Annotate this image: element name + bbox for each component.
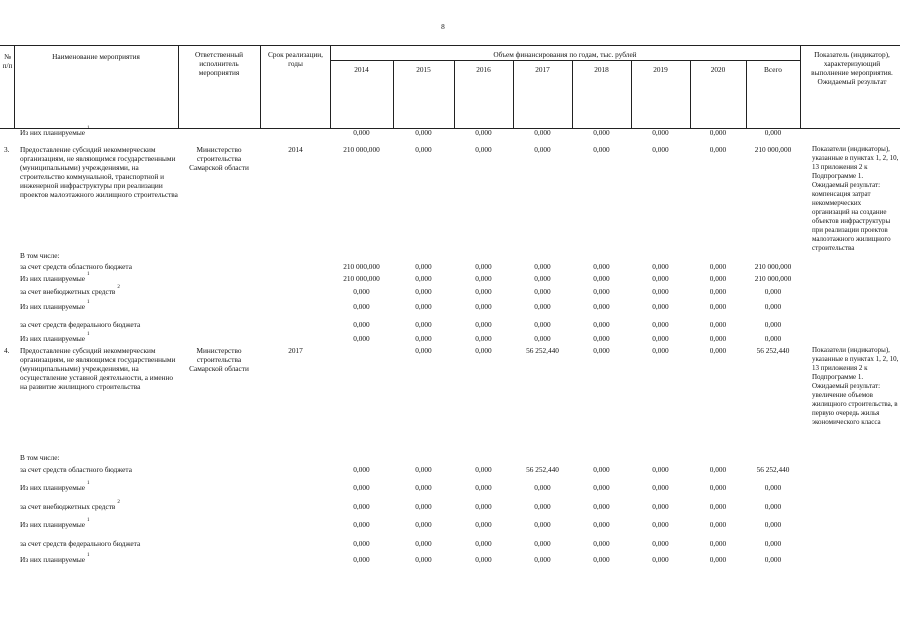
row-value: 0,000 bbox=[475, 274, 492, 283]
page-number: 8 bbox=[441, 22, 445, 31]
row-value: 0,000 bbox=[415, 302, 432, 311]
header-indicator: Показатель (индикатор), характеризующий выполнение мероприятия. Ожидаемый результат bbox=[811, 50, 893, 86]
row-value: 0,000 bbox=[534, 334, 551, 343]
row-value: 0,000 bbox=[534, 274, 551, 283]
row-value: 0,000 bbox=[534, 302, 551, 311]
row-value: 56 252,440 bbox=[526, 465, 559, 474]
row-value: 0,000 bbox=[534, 128, 551, 137]
row-value: 0,000 bbox=[764, 128, 782, 137]
row-value: 0,000 bbox=[475, 302, 492, 311]
row-value: 210 000,000 bbox=[754, 274, 792, 283]
row-number: 3. bbox=[4, 145, 10, 154]
footnote-marker: 1 bbox=[86, 126, 90, 131]
table-top-border bbox=[0, 45, 900, 46]
row-value: 0,000 bbox=[475, 128, 492, 137]
row-value: 0,000 bbox=[353, 128, 370, 137]
row-value: 0,000 bbox=[353, 287, 370, 296]
row-indicator: Показатели (индикаторы), указанные в пунктах 1, 2, 10, 13 приложения 2 к Подпрограмме 1. Ожидаемый результат: увеличение объемов жилищного строительства, в первую очередь жилья экономического класса bbox=[812, 346, 899, 426]
row-value: 0,000 bbox=[353, 302, 370, 311]
header-term: Срок реализации, годы bbox=[267, 50, 324, 68]
row-value: 0,000 bbox=[353, 334, 370, 343]
row-value: 0,000 bbox=[764, 483, 782, 492]
row-value: 0,000 bbox=[353, 539, 370, 548]
row-value: 0,000 bbox=[764, 520, 782, 529]
row-value: 210 000,000 bbox=[754, 262, 792, 271]
row-value: 0,000 bbox=[593, 483, 610, 492]
row-value: 0,000 bbox=[534, 483, 551, 492]
row-value: 0,000 bbox=[534, 539, 551, 548]
row-value: 0,000 bbox=[475, 145, 492, 154]
row-value: 0,000 bbox=[534, 145, 551, 154]
row-value: 0,000 bbox=[593, 555, 610, 564]
row-value: 0,000 bbox=[652, 145, 669, 154]
row-term-year: 2017 bbox=[288, 346, 303, 355]
row-value: 210 000,000 bbox=[343, 274, 380, 283]
row-value: 0,000 bbox=[415, 483, 432, 492]
row-value: 0,000 bbox=[475, 502, 492, 511]
row-value: 0,000 bbox=[475, 262, 492, 271]
row-value: 0,000 bbox=[709, 145, 727, 154]
row-value: 0,000 bbox=[764, 302, 782, 311]
row-value: 0,000 bbox=[709, 320, 727, 329]
row-number: 4. bbox=[4, 346, 10, 355]
header-year: Всего bbox=[764, 65, 782, 74]
row-value: 0,000 bbox=[709, 274, 727, 283]
row-value: 0,000 bbox=[709, 302, 727, 311]
row-value: 0,000 bbox=[709, 128, 727, 137]
row-term-year: 2014 bbox=[288, 145, 303, 154]
header-num: № п/п bbox=[2, 52, 13, 70]
row-value: 0,000 bbox=[709, 483, 727, 492]
row-label: за счет средств областного бюджета bbox=[20, 262, 132, 271]
row-label: Из них планируемые bbox=[20, 274, 85, 283]
row-label: Из них планируемые bbox=[20, 520, 85, 529]
row-value: 0,000 bbox=[475, 320, 492, 329]
row-label: за счет средств федерального бюджета bbox=[20, 539, 141, 548]
footnote-marker: 1 bbox=[86, 518, 90, 523]
header-funding-title: Объем финансирования по годам, тыс. рублей bbox=[493, 50, 637, 59]
row-value: 0,000 bbox=[709, 520, 727, 529]
footnote-marker-wrap bbox=[87, 126, 90, 135]
header-year: 2018 bbox=[594, 65, 609, 74]
footnote-marker-wrap bbox=[87, 518, 90, 527]
row-value: 0,000 bbox=[764, 502, 782, 511]
row-value: 0,000 bbox=[415, 262, 432, 271]
row-value: 0,000 bbox=[593, 274, 610, 283]
row-value: 0,000 bbox=[652, 465, 669, 474]
row-value: 0,000 bbox=[353, 320, 370, 329]
row-value: 0,000 bbox=[709, 502, 727, 511]
row-value: 210 000,000 bbox=[343, 262, 380, 271]
header-year: 2015 bbox=[416, 65, 431, 74]
row-value: 0,000 bbox=[534, 262, 551, 271]
row-value: 0,000 bbox=[353, 502, 370, 511]
footnote-marker-wrap bbox=[87, 553, 90, 562]
footnote-marker: 2 bbox=[117, 285, 120, 290]
row-value: 0,000 bbox=[652, 302, 669, 311]
row-value: 0,000 bbox=[415, 520, 432, 529]
row-value: 0,000 bbox=[353, 465, 370, 474]
row-value: 0,000 bbox=[353, 520, 370, 529]
footnote-marker-wrap bbox=[87, 481, 90, 490]
footnote-marker: 1 bbox=[86, 481, 90, 486]
row-value: 0,000 bbox=[593, 346, 610, 355]
row-value: 0,000 bbox=[764, 539, 782, 548]
row-value: 0,000 bbox=[593, 502, 610, 511]
row-label: Предоставление субсидий некоммерческим организациям, не являющимся государственными (муниципальными) учреждениями, на осуществление уставной деятельности, а именно на развитие жилищного строительства bbox=[20, 346, 176, 391]
row-value: 0,000 bbox=[652, 128, 669, 137]
header-year: 2016 bbox=[476, 65, 491, 74]
row-value: 56 252,440 bbox=[756, 346, 790, 355]
row-label: Из них планируемые bbox=[20, 128, 85, 137]
funding-header-divider bbox=[330, 60, 800, 61]
row-value: 0,000 bbox=[652, 262, 669, 271]
footnote-marker-wrap bbox=[87, 272, 90, 281]
row-value: 0,000 bbox=[652, 483, 669, 492]
row-value: 0,000 bbox=[652, 502, 669, 511]
row-label: Из них планируемые bbox=[20, 555, 85, 564]
row-value: 0,000 bbox=[475, 539, 492, 548]
row-value: 0,000 bbox=[415, 555, 432, 564]
row-executor: Министерство строительства Самарской области bbox=[189, 346, 249, 373]
row-value: 0,000 bbox=[652, 287, 669, 296]
row-label: за счет средств областного бюджета bbox=[20, 465, 132, 474]
row-value: 0,000 bbox=[709, 262, 727, 271]
row-value: 0,000 bbox=[709, 346, 727, 355]
footnote-marker-wrap bbox=[87, 300, 90, 309]
row-label: за счет внебюджетных средств bbox=[20, 287, 116, 296]
footnote-marker: 2 bbox=[117, 500, 120, 505]
row-value: 0,000 bbox=[415, 128, 432, 137]
row-value: 0,000 bbox=[593, 334, 610, 343]
row-value: 0,000 bbox=[593, 320, 610, 329]
row-value: 0,000 bbox=[652, 346, 669, 355]
row-value: 0,000 bbox=[593, 262, 610, 271]
row-value: 0,000 bbox=[534, 502, 551, 511]
row-label: за счет средств федерального бюджета bbox=[20, 320, 141, 329]
row-value: 0,000 bbox=[534, 287, 551, 296]
row-value: 0,000 bbox=[652, 555, 669, 564]
row-value: 0,000 bbox=[475, 334, 492, 343]
row-label: Предоставление субсидий некоммерческим организациям, не являющимся государственными (муниципальными) учреждениями, на строительство коммунальной, транспортной и инженерной инфраструктуры при реализации проектов малоэтажного жилищного строительства bbox=[20, 145, 178, 199]
row-label: Из них планируемые bbox=[20, 302, 85, 311]
row-label: В том числе: bbox=[20, 453, 60, 462]
row-value: 210 000,000 bbox=[343, 145, 380, 154]
row-value: 0,000 bbox=[709, 539, 727, 548]
row-executor: Министерство строительства Самарской области bbox=[189, 145, 249, 172]
footnote-marker: 1 bbox=[86, 553, 90, 558]
row-value: 0,000 bbox=[415, 320, 432, 329]
row-value: 0,000 bbox=[652, 539, 669, 548]
row-value: 56 252,440 bbox=[526, 346, 559, 355]
footnote-marker-wrap bbox=[117, 500, 120, 509]
footnote-marker: 1 bbox=[86, 272, 90, 277]
header-year: 2014 bbox=[354, 65, 369, 74]
row-value: 0,000 bbox=[652, 334, 669, 343]
row-value: 0,000 bbox=[593, 520, 610, 529]
row-value: 0,000 bbox=[764, 334, 782, 343]
row-value: 0,000 bbox=[652, 274, 669, 283]
row-value: 0,000 bbox=[593, 287, 610, 296]
row-value: 0,000 bbox=[415, 346, 432, 355]
row-value: 0,000 bbox=[475, 555, 492, 564]
row-value: 0,000 bbox=[709, 465, 727, 474]
row-value: 0,000 bbox=[652, 520, 669, 529]
row-value: 0,000 bbox=[593, 302, 610, 311]
row-label: В том числе: bbox=[20, 251, 60, 260]
header-executor: Ответственный исполнитель мероприятия bbox=[194, 50, 244, 77]
row-value: 56 252,440 bbox=[756, 465, 790, 474]
row-value: 0,000 bbox=[475, 346, 492, 355]
footnote-marker-wrap bbox=[87, 332, 90, 341]
row-value: 0,000 bbox=[534, 520, 551, 529]
header-name: Наименование мероприятия bbox=[52, 52, 140, 61]
row-value: 0,000 bbox=[764, 320, 782, 329]
row-value: 0,000 bbox=[534, 320, 551, 329]
row-value: 0,000 bbox=[353, 483, 370, 492]
row-value: 0,000 bbox=[534, 555, 551, 564]
header-year: 2020 bbox=[710, 65, 726, 74]
row-value: 0,000 bbox=[764, 287, 782, 296]
footnote-marker: 1 bbox=[86, 332, 90, 337]
row-value: 0,000 bbox=[652, 320, 669, 329]
row-value: 0,000 bbox=[353, 555, 370, 564]
row-value: 0,000 bbox=[709, 334, 727, 343]
row-value: 0,000 bbox=[415, 465, 432, 474]
header-year: 2019 bbox=[653, 65, 668, 74]
row-value: 0,000 bbox=[415, 502, 432, 511]
footnote-marker-wrap bbox=[117, 285, 120, 294]
row-value: 0,000 bbox=[593, 465, 610, 474]
row-value: 0,000 bbox=[475, 520, 492, 529]
row-label: за счет внебюджетных средств bbox=[20, 502, 116, 511]
row-label: Из них планируемые bbox=[20, 483, 85, 492]
row-value: 0,000 bbox=[593, 128, 610, 137]
row-indicator: Показатели (индикаторы), указанные в пунктах 1, 2, 10, 13 приложения 2 к Подпрограмме 1. Ожидаемый результат: компенсация затрат некоммерческих организаций на создание объектов инфраструктуры при реализации проектов малоэтажного жилищного строительства bbox=[812, 145, 899, 252]
row-value: 0,000 bbox=[415, 539, 432, 548]
row-value: 0,000 bbox=[475, 287, 492, 296]
row-value: 0,000 bbox=[475, 483, 492, 492]
footnote-marker: 1 bbox=[86, 300, 90, 305]
row-label: Из них планируемые bbox=[20, 334, 85, 343]
header-year: 2017 bbox=[535, 65, 550, 74]
row-value: 0,000 bbox=[415, 145, 432, 154]
row-value: 0,000 bbox=[709, 287, 727, 296]
row-value: 0,000 bbox=[593, 539, 610, 548]
row-value: 0,000 bbox=[415, 334, 432, 343]
row-value: 0,000 bbox=[415, 274, 432, 283]
row-value: 0,000 bbox=[764, 555, 782, 564]
row-value: 0,000 bbox=[475, 465, 492, 474]
row-value: 0,000 bbox=[593, 145, 610, 154]
row-value: 210 000,000 bbox=[754, 145, 792, 154]
row-value: 0,000 bbox=[415, 287, 432, 296]
row-value: 0,000 bbox=[709, 555, 727, 564]
